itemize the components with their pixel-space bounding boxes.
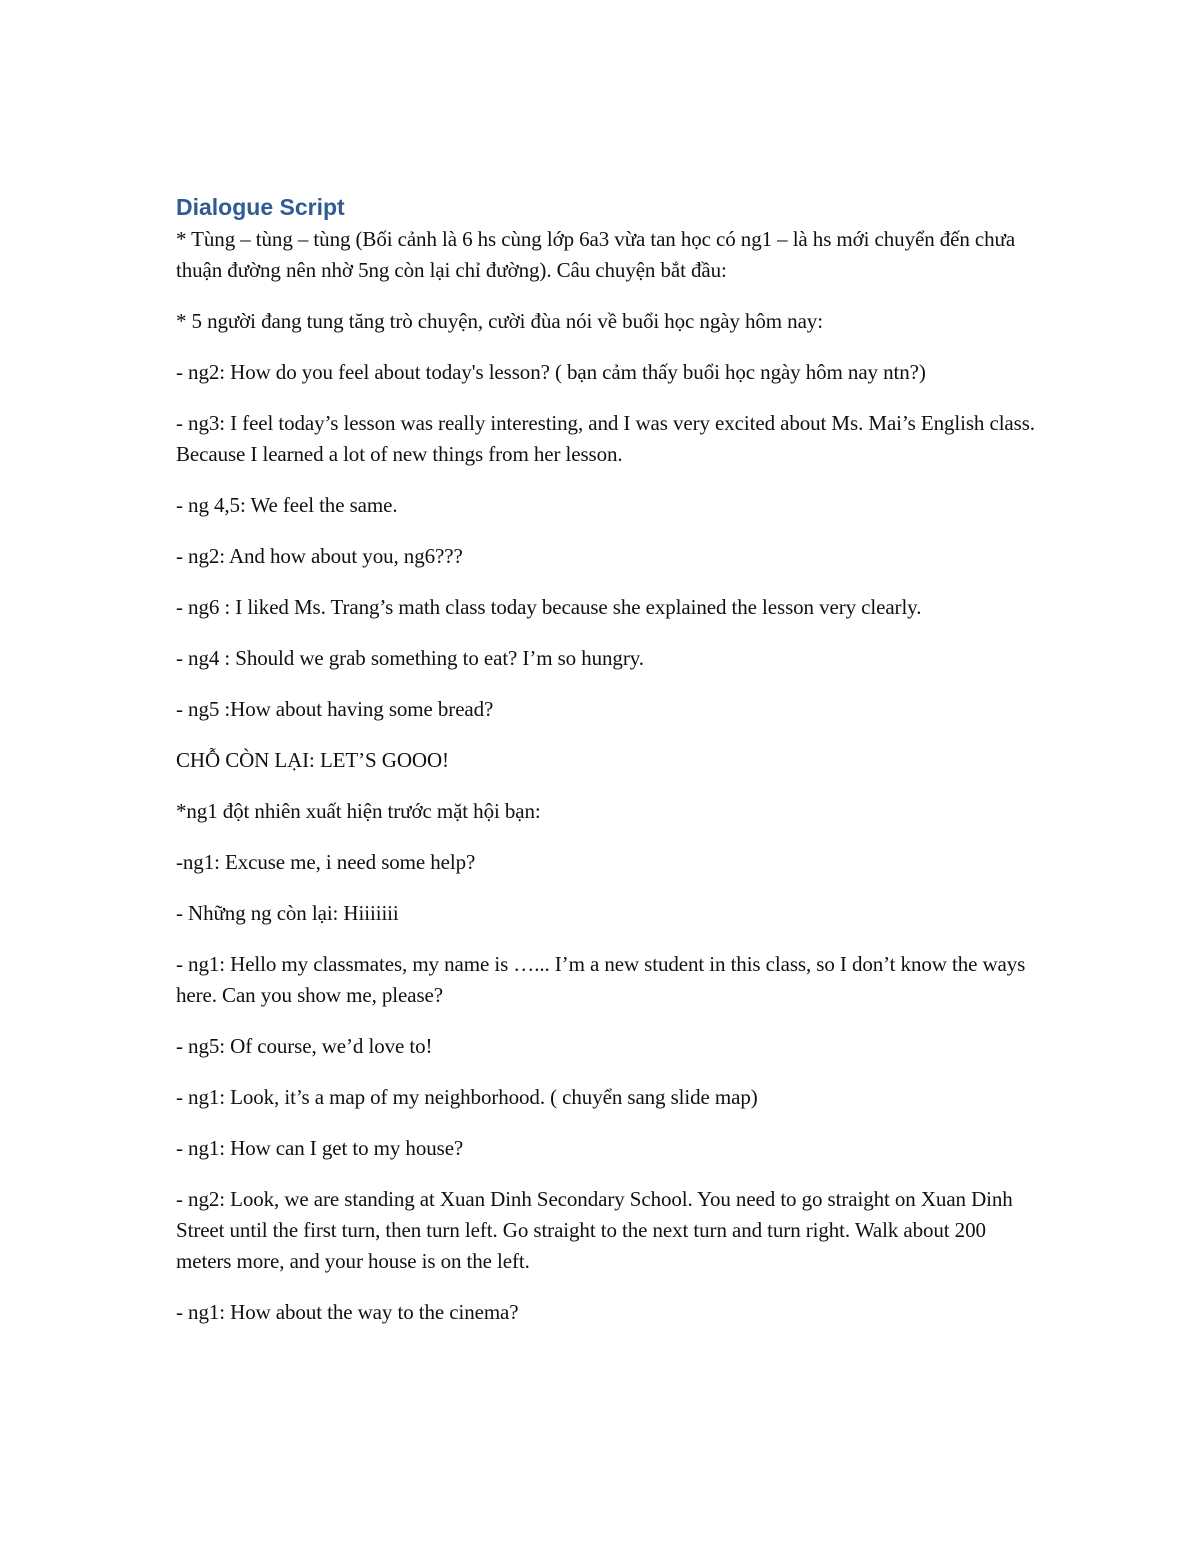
dialogue-line: CHỖ CÒN LẠI: LET’S GOOO! (176, 748, 449, 772)
paragraph-scene-setup: * Tùng – tùng – tùng (Bối cảnh là 6 hs cùng lớp 6a3 vừa tan học có ng1 – là hs mới chuyển đến chưa thuận đường nên nhờ 5ng còn lại chỉ đường). Câu chuyện bắt đầu: (176, 227, 1016, 282)
dialogue-line: - ng2: How do you feel about today's lesson? ( bạn cảm thấy buổi học ngày hôm nay ntn?) (176, 360, 926, 384)
dialogue-line: *ng1 đột nhiên xuất hiện trước mặt hội bạn: (176, 799, 541, 823)
dialogue-line: - ng1: Look, it’s a map of my neighborhood. ( chuyển sang slide map) (176, 1085, 758, 1109)
paragraph-five-chatting: * 5 người đang tung tăng trò chuyện, cười đùa nói về buổi học ngày hôm nay: (176, 309, 823, 333)
dialogue-line: - ng4 : Should we grab something to eat? I’m so hungry. (176, 646, 644, 670)
dialogue-line: - ng5: Of course, we’d love to! (176, 1034, 433, 1058)
dialogue-line: -ng1: Excuse me, i need some help? (176, 850, 476, 874)
dialogue-line: - ng1: How about the way to the cinema? (176, 1300, 519, 1324)
dialogue-line: - Những ng còn lại: Hiiiiiii (176, 901, 399, 925)
document-page (176, 190, 1036, 1348)
dialogue-line: - ng6 : I liked Ms. Trang’s math class today because she explained the lesson very clearly. (176, 595, 922, 619)
dialogue-line: - ng2: And how about you, ng6??? (176, 544, 463, 568)
dialogue-line: - ng1: Hello my classmates, my name is …... I’m a new student in this class, so I don’t know the ways here. Can you show me, please? (176, 952, 1026, 1007)
dialogue-line: - ng3: I feel today’s lesson was really interesting, and I was very excited about Ms. Mai’s English class. Because I learned a lot of new things from her lesson. (176, 411, 1035, 466)
document-title: Dialogue Script (176, 194, 345, 220)
dialogue-line: - ng2: Look, we are standing at Xuan Dinh Secondary School. You need to go straight on Xuan Dinh Street until the first turn, then turn left. Go straight to the next turn and turn right. Walk about 200 meters more, and your house is on the left. (176, 1187, 1013, 1273)
dialogue-line: - ng5 :How about having some bread? (176, 697, 494, 721)
dialogue-line: - ng1: How can I get to my house? (176, 1136, 464, 1160)
dialogue-line: - ng 4,5: We feel the same. (176, 493, 398, 517)
